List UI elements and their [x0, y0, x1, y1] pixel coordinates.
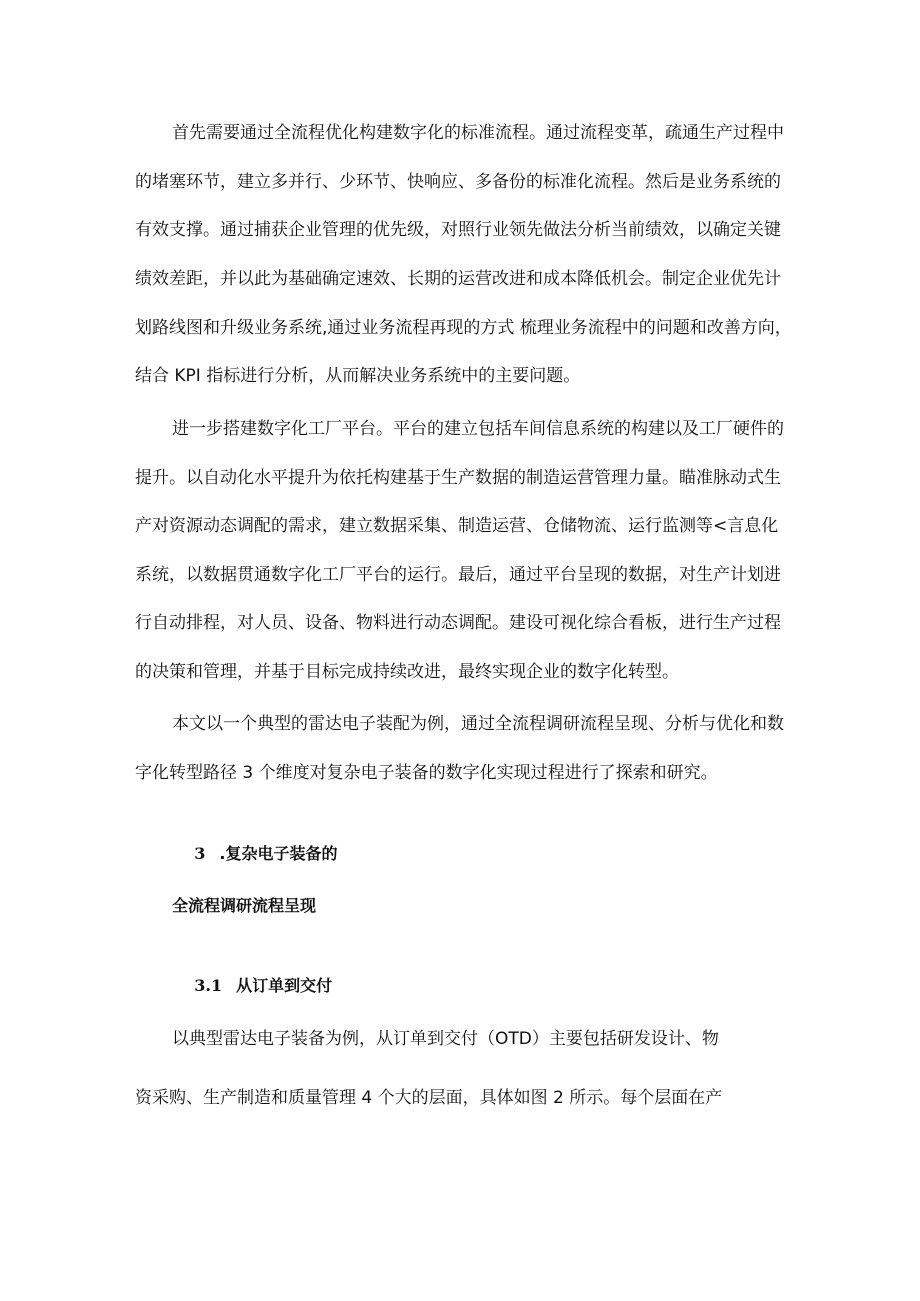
paragraph-line: 绩效差距，并以此为基础确定速效、长期的运营改进和成本降低机会。制定企业优先计 — [135, 269, 781, 289]
paragraph-line: 字化转型路径 3 个维度对复杂电子装备的数字化实现过程进行了探索和研究。 — [135, 763, 718, 783]
section-number: 3.1 — [194, 976, 223, 995]
paragraph-line: 有效支撑。通过捕获企业管理的优先级，对照行业领先做法分析当前绩效，以确定关键 — [135, 220, 781, 240]
paragraph-line: 划路线图和升级业务系统,通过业务流程再现的方式 梳理业务流程中的问题和改善方向， — [135, 318, 792, 338]
section-3-1-heading — [172, 950, 332, 1022]
paragraph-line: 的堵塞环节，建立多并行、少环节、快响应、多备份的标准化流程。然后是业务系统的 — [135, 172, 781, 192]
section-number: 3 — [194, 844, 206, 863]
section-title: 从订单到交付 — [236, 976, 333, 995]
paragraph-line: 结合 KPI 指标进行分析，从而解决业务系统中的主要问题。 — [135, 366, 581, 386]
paragraph-line: 进一步搭建数字化工厂平台。平台的建立包括车间信息系统的构建以及工厂硬件的 — [172, 419, 784, 439]
paragraph-line: 首先需要通过全流程优化构建数字化的标准流程。通过流程变革，疏通生产过程中 — [172, 123, 784, 143]
section-3-heading-continued: 全流程调研流程呈现 — [172, 896, 317, 915]
section-title: .复杂电子装备的 — [219, 844, 338, 863]
paragraph-line: 以典型雷达电子装备为例，从订单到交付（OTD）主要包括研发设计、物 — [172, 1029, 719, 1049]
paragraph-line: 提升。以自动化水平提升为依托构建基于生产数据的制造运营管理力量。瞄准脉动式生 — [135, 468, 781, 488]
paragraph-line: 产对资源动态调配的需求，建立数据采集、制造运营、仓储物流、运行监测等<言息化 — [135, 516, 779, 536]
paragraph-line: 系统，以数据贯通数字化工厂平台的运行。最后，通过平台呈现的数据，对生产计划进 — [135, 565, 781, 585]
paragraph-line: 的决策和管理，并基于目标完成持续改进，最终实现企业的数字化转型。 — [135, 662, 679, 682]
section-3-heading — [172, 818, 338, 890]
paragraph-line: 行自动排程，对人员、设备、物料进行动态调配。建设可视化综合看板，进行生产过程 — [135, 613, 781, 633]
paragraph-line: 本文以一个典型的雷达电子装配为例，通过全流程调研流程呈现、分析与优化和数 — [172, 714, 784, 734]
paragraph-line: 资采购、生产制造和质量管理 4 个大的层面，具体如图 2 所示。每个层面在产 — [135, 1088, 723, 1108]
